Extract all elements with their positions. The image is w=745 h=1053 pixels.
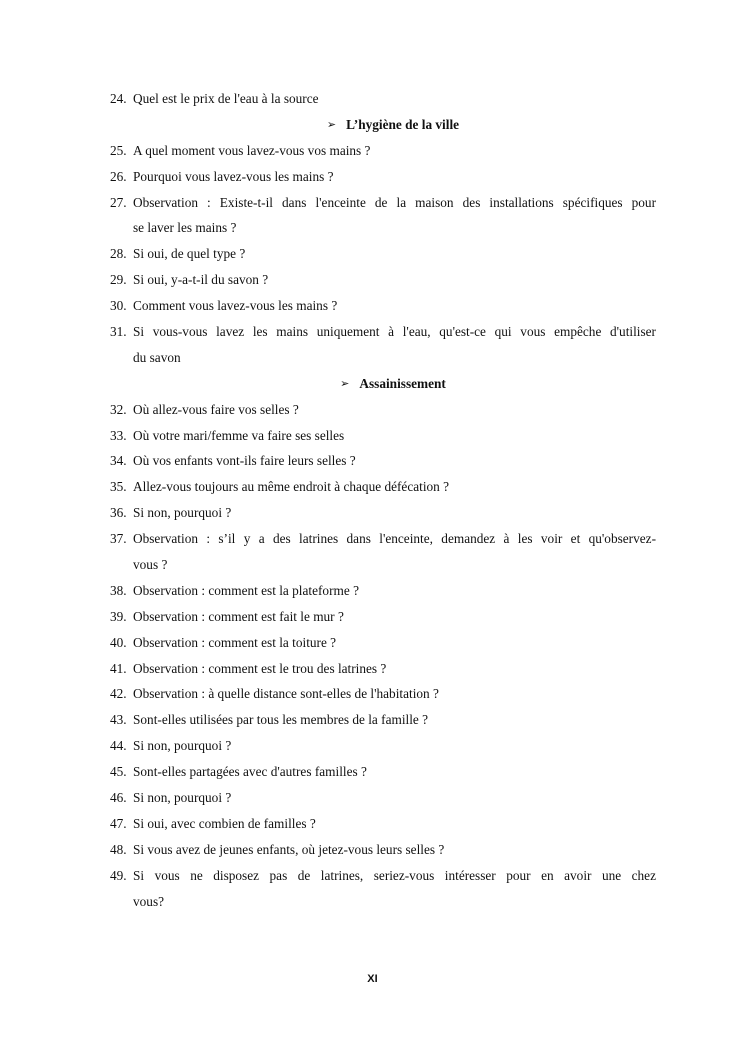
question-text-line: Où allez-vous faire vos selles ? (133, 401, 299, 417)
question-text (133, 733, 656, 759)
question-text (133, 681, 656, 707)
question-text (133, 138, 656, 164)
question-item (110, 630, 656, 656)
question-number: 36. (110, 505, 127, 521)
question-text (133, 863, 656, 915)
question-item (110, 86, 656, 112)
question-number: 43. (110, 712, 127, 728)
question-text (133, 241, 656, 267)
question-number: 27. (110, 194, 127, 210)
question-text (133, 526, 656, 578)
question-text-line: Où votre mari/femme va faire ses selles (133, 427, 345, 443)
question-number: 40. (110, 634, 127, 650)
question-item (110, 604, 656, 630)
question-text-line: Si oui, y-a-t-il du savon ? (133, 272, 269, 288)
question-item (110, 319, 656, 371)
page-number: XI (367, 973, 378, 985)
question-text (133, 474, 656, 500)
question-text-line: vous ? (133, 557, 168, 573)
question-text (133, 604, 656, 630)
question-item (110, 500, 656, 526)
question-text (133, 86, 656, 112)
section-heading-text: L’hygiène de la ville (346, 116, 460, 132)
question-number: 48. (110, 841, 127, 857)
question-text (133, 319, 656, 371)
question-text (133, 423, 656, 449)
question-number: 41. (110, 660, 127, 676)
question-text-line: Observation : comment est la toiture ? (133, 634, 337, 650)
question-text-line: Allez-vous toujours au même endroit à chaque défécation ? (133, 479, 450, 495)
question-text-line: Observation : comment est le trou des latrines ? (133, 660, 387, 676)
question-number: 37. (110, 531, 127, 547)
question-item (110, 138, 656, 164)
question-text (133, 656, 656, 682)
question-text-line: Si oui, de quel type ? (133, 246, 246, 262)
question-text-line: Si non, pourquoi ? (133, 738, 232, 754)
question-item (110, 293, 656, 319)
question-number: 33. (110, 427, 127, 443)
question-text-line: Si vous-vous lavez les mains uniquement à l'eau, qu'est-ce qui vous empêche d'utiliser (133, 324, 656, 340)
question-item (110, 397, 656, 423)
question-number: 38. (110, 582, 127, 598)
question-text-line: Si vous avez de jeunes enfants, où jetez-vous leurs selles ? (133, 841, 445, 857)
question-item (110, 811, 656, 837)
question-text (133, 267, 656, 293)
question-item (110, 837, 656, 863)
arrow-bullet-icon: ➢ (326, 118, 337, 131)
question-number: 34. (110, 453, 127, 469)
question-number: 44. (110, 738, 127, 754)
question-text (133, 759, 656, 785)
question-text (133, 164, 656, 190)
question-number: 29. (110, 272, 127, 288)
question-number: 46. (110, 790, 127, 806)
question-item (110, 241, 656, 267)
question-text-line: Si oui, avec combien de familles ? (133, 815, 316, 831)
question-text-line: Quel est le prix de l'eau à la source (133, 91, 319, 106)
question-text-line: Observation : s’il y a des latrines dans l'enceinte, demandez à les voir et qu'observez- (133, 531, 656, 547)
question-number: 39. (110, 608, 127, 624)
question-item (110, 863, 656, 915)
questionnaire-body (110, 86, 656, 915)
question-number: 24. (110, 91, 127, 106)
arrow-bullet-icon: ➢ (340, 377, 350, 390)
question-text (133, 811, 656, 837)
question-text-line: se laver les mains ? (133, 220, 237, 236)
question-number: 28. (110, 246, 127, 262)
question-item (110, 785, 656, 811)
question-text (133, 630, 656, 656)
question-text (133, 785, 656, 811)
question-item (110, 656, 656, 682)
question-number: 25. (110, 142, 127, 158)
question-number: 26. (110, 168, 127, 184)
question-item (110, 164, 656, 190)
question-item (110, 681, 656, 707)
question-text-line: Pourquoi vous lavez-vous les mains ? (133, 168, 334, 184)
question-item (110, 423, 656, 449)
question-number: 47. (110, 815, 127, 831)
question-text-line: Observation : à quelle distance sont-elles de l'habitation ? (133, 686, 439, 702)
question-text-line: Observation : comment est la plateforme ? (133, 582, 359, 598)
question-number: 35. (110, 479, 127, 495)
question-number: 32. (110, 401, 127, 417)
question-item (110, 578, 656, 604)
question-text-line: du savon (133, 349, 181, 365)
question-item (110, 707, 656, 733)
question-number: 42. (110, 686, 127, 702)
question-text-line: Si non, pourquoi ? (133, 790, 232, 806)
question-item (110, 267, 656, 293)
question-item (110, 474, 656, 500)
question-item (110, 448, 656, 474)
question-text (133, 500, 656, 526)
question-text-line: Sont-elles partagées avec d'autres familles ? (133, 764, 367, 780)
question-text (133, 578, 656, 604)
question-text (133, 397, 656, 423)
section-heading (110, 112, 656, 138)
question-text-line: Observation : Existe-t-il dans l'enceinte de la maison des installations spécifiques pour (133, 194, 656, 210)
section-heading (110, 371, 656, 397)
question-text-line: vous? (133, 893, 165, 909)
question-text (133, 448, 656, 474)
question-number: 31. (110, 324, 127, 340)
section-heading-text: Assainissement (359, 375, 446, 391)
question-text (133, 837, 656, 863)
question-text-line: Sont-elles utilisées par tous les membres de la famille ? (133, 712, 429, 728)
question-text-line: Observation : comment est fait le mur ? (133, 608, 344, 624)
question-item (110, 526, 656, 578)
question-text (133, 190, 656, 242)
question-text-line: A quel moment vous lavez-vous vos mains ? (133, 142, 371, 158)
question-number: 49. (110, 867, 127, 883)
question-text (133, 293, 656, 319)
question-text-line: Où vos enfants vont-ils faire leurs selles ? (133, 453, 356, 469)
question-number: 45. (110, 764, 127, 780)
question-number: 30. (110, 298, 127, 314)
question-item (110, 759, 656, 785)
question-text-line: Si non, pourquoi ? (133, 505, 232, 521)
question-text (133, 707, 656, 733)
question-item (110, 733, 656, 759)
question-text-line: Comment vous lavez-vous les mains ? (133, 298, 338, 314)
question-item (110, 190, 656, 242)
question-text-line: Si vous ne disposez pas de latrines, seriez-vous intéresser pour en avoir une chez (133, 867, 656, 883)
